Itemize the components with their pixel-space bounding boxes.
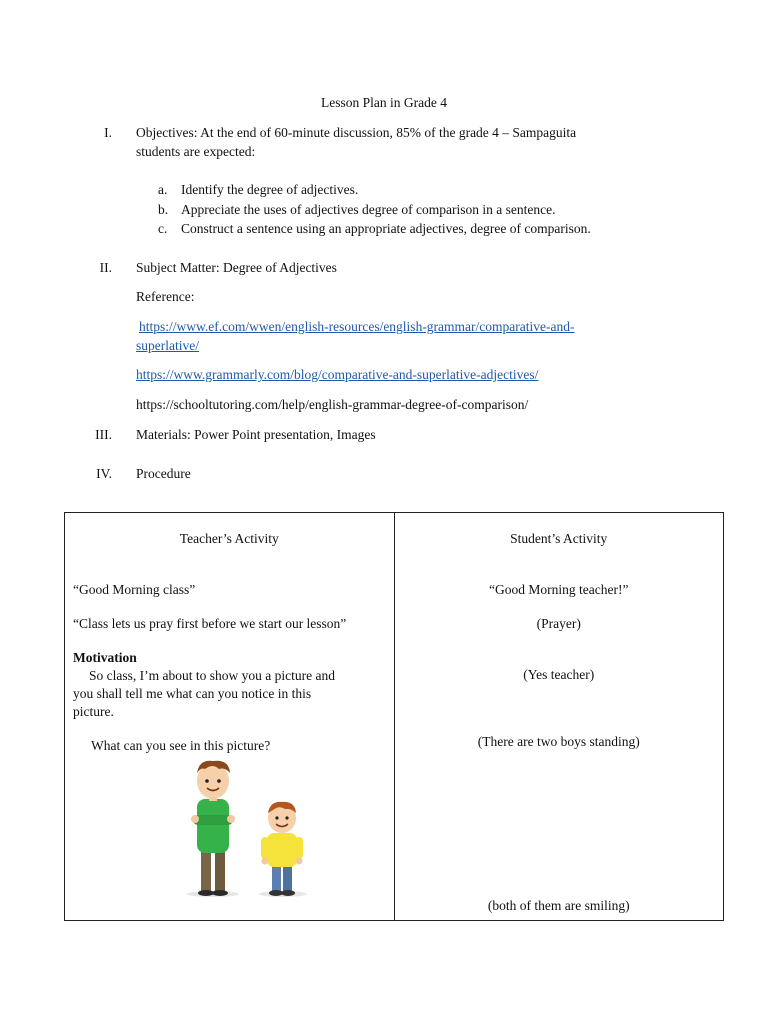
objective-item-a: Identify the degree of adjectives. xyxy=(181,182,359,197)
reference-label: Reference: xyxy=(136,289,195,304)
student-yes-teacher: (Yes teacher) xyxy=(523,667,595,682)
motivation-line-2: you shall tell me what can you notice in this xyxy=(73,686,312,701)
objective-item-b: Appreciate the uses of adjectives degree of comparison in a sentence. xyxy=(181,202,556,217)
page-title: Lesson Plan in Grade 4 xyxy=(321,95,447,110)
motivation-line-1: So class, I’m about to show you a picture and xyxy=(89,668,335,683)
objective-marker-a: a. xyxy=(158,182,168,197)
motivation-heading: Motivation xyxy=(73,650,137,665)
reference-link-grammarly[interactable]: https://www.grammarly.com/blog/comparative-and-superlative-adjectives/ xyxy=(136,367,539,382)
objectives-line-2: students are expected: xyxy=(136,144,256,159)
objectives-line-1: Objectives: At the end of 60-minute discussion, 85% of the grade 4 – Sampaguita xyxy=(136,125,577,140)
tall-boy-figure xyxy=(191,761,235,896)
reference-schooltutoring: https://schooltutoring.com/help/english-grammar-degree-of-comparison/ xyxy=(136,397,529,412)
student-activity-cell xyxy=(394,513,724,921)
materials: Materials: Power Point presentation, Images xyxy=(136,427,376,442)
subject-numeral: II. xyxy=(99,260,112,275)
objectives-numeral: I. xyxy=(104,125,112,140)
short-boy-figure xyxy=(261,802,303,896)
objective-item-c: Construct a sentence using an appropriate adjectives, degree of comparison. xyxy=(181,221,591,236)
procedure-numeral: IV. xyxy=(96,466,112,481)
teacher-pray: “Class lets us pray first before we start our lesson” xyxy=(73,616,347,631)
subject-matter: Subject Matter: Degree of Adjectives xyxy=(136,260,337,275)
teacher-activity-cell xyxy=(65,513,395,921)
student-prayer: (Prayer) xyxy=(536,616,581,631)
teacher-activity-header: Teacher’s Activity xyxy=(179,531,279,546)
reference-link-ef-line-1[interactable]: https://www.ef.com/wwen/english-resources/english-grammar/comparative-and- xyxy=(139,319,575,334)
objective-marker-b: b. xyxy=(158,202,169,217)
motivation-line-3: picture. xyxy=(73,704,114,719)
student-two-boys: (There are two boys standing) xyxy=(477,734,640,749)
objective-marker-c: c. xyxy=(158,221,168,236)
procedure: Procedure xyxy=(136,466,191,481)
student-smiling: (both of them are smiling) xyxy=(487,898,630,913)
student-greeting: “Good Morning teacher!” xyxy=(489,582,629,597)
student-activity-header: Student’s Activity xyxy=(510,531,608,546)
reference-link-ef-line-2[interactable]: superlative/ xyxy=(136,338,199,353)
procedure-table xyxy=(64,512,724,921)
materials-numeral: III. xyxy=(95,427,112,442)
teacher-greeting: “Good Morning class” xyxy=(73,582,196,597)
two-boys-image xyxy=(175,757,315,902)
teacher-question: What can you see in this picture? xyxy=(91,738,271,753)
